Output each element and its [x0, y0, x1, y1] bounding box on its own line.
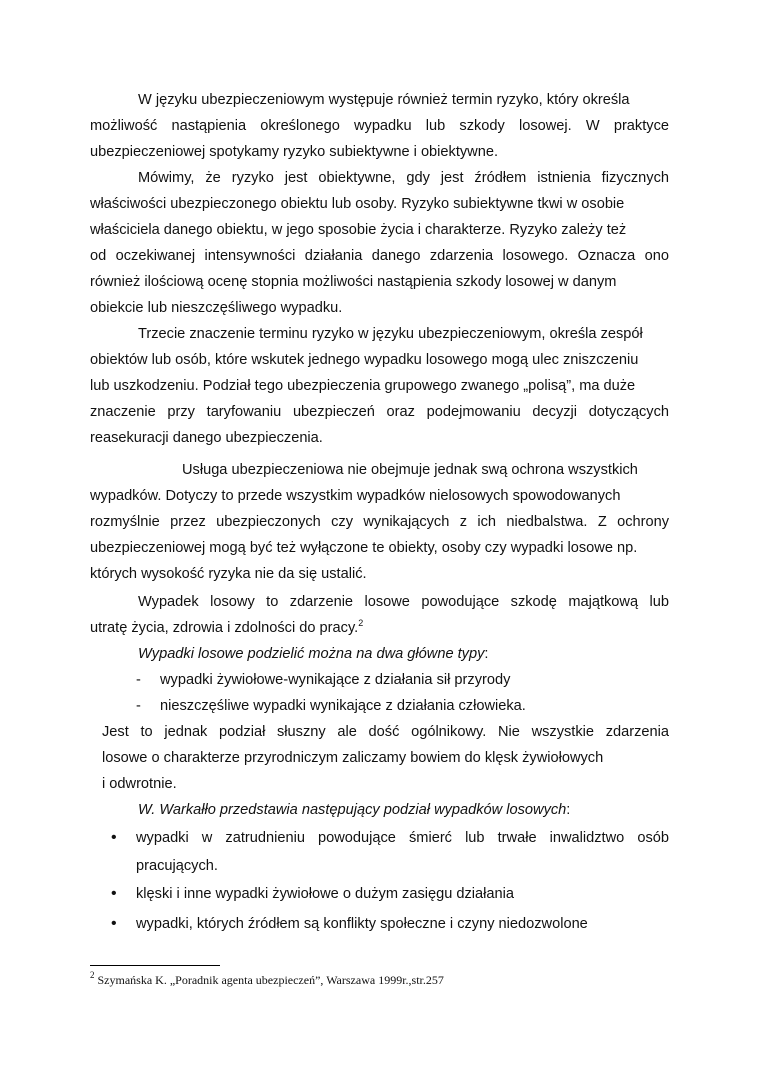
bullet-item-3: wypadki, których źródłem są konflikty społeczne i czyny niedozwolone [136, 916, 588, 932]
bullet-item-1-line-2: pracujących. [136, 858, 218, 874]
paragraph-4-line-5: których wysokość ryzyka nie da się ustalić. [90, 566, 367, 582]
warkallo-intro [138, 800, 570, 820]
dash-list-item: nieszczęśliwe wypadki wynikające z działania człowieka. [160, 698, 526, 714]
paragraph-2-line-1: Mówimy, że ryzyko jest obiektywne, gdy jest źródłem istnienia fizycznych [138, 170, 669, 186]
paragraph-3-line-5: reasekuracji danego ubezpieczenia. [90, 430, 323, 446]
footnote-reference[interactable]: 2 [358, 618, 364, 628]
paragraph-1-line-3: ubezpieczeniowej spotykamy ryzyko subiektywne i obiektywne. [90, 144, 499, 160]
paragraph-4-line-2: wypadków. Dotyczy to przede wszystkim wypadków nielosowych spowodowanych [90, 488, 621, 504]
footnote-number: 2 [90, 970, 95, 980]
paragraph-5-line-2 [90, 618, 363, 638]
paragraph-7-line-2: losowe o charakterze przyrodniczym zaliczamy bowiem do klęsk żywiołowych [102, 750, 604, 766]
paragraph-2-line-3: właściciela danego obiektu, w jego sposobie życia i charakterze. Ryzyko zależy też [90, 222, 627, 238]
paragraph-1-line-2: możliwość nastąpienia określonego wypadku lub szkody losowej. W praktyce [90, 118, 669, 134]
bullet-item-2: klęski i inne wypadki żywiołowe o dużym zasięgu działania [136, 886, 514, 902]
bullet-icon: • [111, 829, 117, 846]
paragraph-3-line-2: obiektów lub osób, które wskutek jednego wypadku losowego mogą ulec zniszczeniu [90, 352, 639, 368]
dash-marker: - [136, 672, 141, 688]
typy-intro-colon: : [484, 646, 489, 662]
footnote-separator [90, 965, 220, 966]
paragraph-1-line-1: W języku ubezpieczeniowym występuje również termin ryzyko, który określa [138, 92, 630, 108]
paragraph-3-line-3: lub uszkodzeniu. Podział tego ubezpieczenia grupowego zwanego „polisą”, ma duże [90, 378, 636, 394]
paragraph-7-line-1: Jest to jednak podział słuszny ale dość ogólnikowy. Nie wszystkie zdarzenia [102, 724, 669, 740]
paragraph-5-line-2-text: utratę życia, zdrowia i zdolności do pracy. [90, 620, 359, 636]
paragraph-2-line-2: właściwości ubezpieczonego obiektu lub osoby. Ryzyko subiektywne tkwi w osobie [90, 196, 625, 212]
paragraph-3-line-1: Trzecie znaczenie terminu ryzyko w języku ubezpieczeniowym, określa zespół [138, 326, 643, 342]
paragraph-2-line-5: również ilościową ocenę stopnia możliwości nastąpienia szkody losowej w danym [90, 274, 617, 290]
warkallo-intro-colon: : [566, 802, 571, 818]
paragraph-4-line-1: Usługa ubezpieczeniowa nie obejmuje jednak swą ochrona wszystkich [182, 462, 638, 478]
paragraph-7-line-3: i odwrotnie. [102, 776, 177, 792]
paragraph-4-line-4: ubezpieczeniowej mogą być też wyłączone te obiekty, osoby czy wypadki losowe np. [90, 540, 638, 556]
bullet-icon: • [111, 915, 117, 932]
paragraph-2-line-4: od oczekiwanej intensywności działania danego zdarzenia losowego. Oznacza ono [90, 248, 669, 264]
typy-intro [138, 644, 488, 664]
paragraph-3-line-4: znaczenie przy taryfowaniu ubezpieczeń oraz podejmowaniu decyzji dotyczących [90, 404, 669, 420]
bullet-icon: • [111, 885, 117, 902]
dash-marker: - [136, 698, 141, 714]
bullet-item-1-line-1: wypadki w zatrudnieniu powodujące śmierć lub trwałe inwalidztwo osób [136, 830, 669, 846]
paragraph-5-line-1: Wypadek losowy to zdarzenie losowe powodujące szkodę majątkową lub [138, 594, 669, 610]
footnote-text: Szymańska K. „Poradnik agenta ubezpieczeń”, Warszawa 1999r.,str.257 [94, 973, 444, 987]
paragraph-4-line-3: rozmyślnie przez ubezpieczonych czy wynikających z ich niedbalstwa. Z ochrony [90, 514, 669, 530]
typy-intro-text: Wypadki losowe podzielić można na dwa główne typy [138, 646, 485, 662]
warkallo-intro-text: W. Warkałło przedstawia następujący podział wypadków losowych [138, 802, 567, 818]
footnote [90, 972, 444, 988]
paragraph-2-line-6: obiekcie lub nieszczęśliwego wypadku. [90, 300, 343, 316]
dash-list-item: wypadki żywiołowe-wynikające z działania sił przyrody [160, 672, 511, 688]
